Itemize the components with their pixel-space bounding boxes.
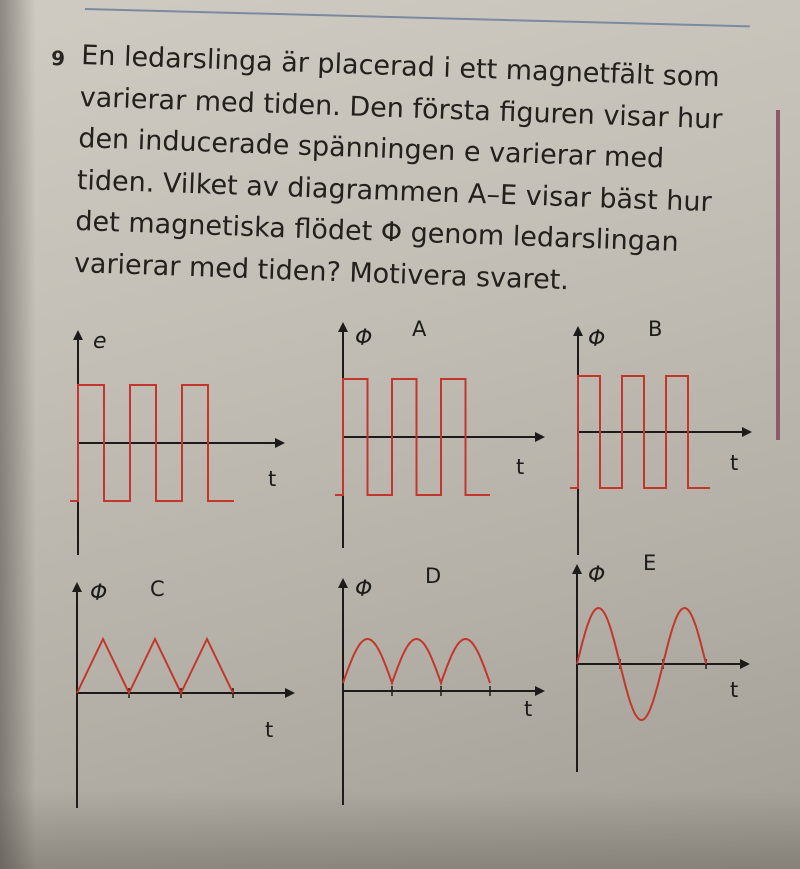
t-axis-label: t xyxy=(265,718,274,742)
diagram-e-reference xyxy=(70,329,285,555)
y-axis-arrow xyxy=(73,330,83,340)
y-axis-arrow xyxy=(72,582,82,592)
diagram-B xyxy=(570,317,752,555)
y-axis-label: Φ xyxy=(588,563,606,588)
triangle-curve xyxy=(77,639,233,693)
question-line: varierar med tiden? Motivera svaret. xyxy=(73,247,570,296)
t-axis-label: t xyxy=(268,467,277,491)
question-line: det magnetiska flödet Φ genom ledarslingan xyxy=(74,205,680,258)
t-axis-arrow xyxy=(285,688,295,698)
question-line: En ledarslinga är placerad i ett magnetfält som xyxy=(80,40,721,94)
diagram-letter: A xyxy=(412,317,427,341)
diagram-letter: E xyxy=(643,551,657,575)
diagram-A xyxy=(335,317,545,548)
t-axis-arrow xyxy=(740,659,750,669)
diagram-letter: D xyxy=(425,564,442,588)
question-line: varierar med tiden. Den första figuren visar hur xyxy=(79,81,723,135)
y-axis-label: Φ xyxy=(90,581,108,606)
diagram-letter: C xyxy=(150,577,165,601)
y-axis-arrow xyxy=(338,578,348,588)
y-axis-label: Φ xyxy=(355,577,373,602)
diagram-C xyxy=(72,577,295,808)
y-axis-label: Φ xyxy=(588,327,606,352)
y-axis-arrow xyxy=(338,322,348,332)
t-axis-label: t xyxy=(516,455,525,479)
t-axis-arrow xyxy=(535,686,545,696)
y-axis-arrow xyxy=(573,326,583,336)
arches-curve xyxy=(343,639,490,683)
y-axis-arrow xyxy=(572,564,582,574)
t-axis-arrow xyxy=(535,432,545,442)
t-axis-arrow xyxy=(275,438,285,448)
y-axis-label: Φ xyxy=(355,326,373,351)
t-axis-label: t xyxy=(524,697,533,721)
y-axis-label: e xyxy=(93,329,107,354)
diagram-D xyxy=(338,564,545,805)
t-axis-arrow xyxy=(742,427,752,437)
question-line: den inducerade spänningen e varierar med xyxy=(77,122,665,175)
diagram-E xyxy=(572,551,750,772)
t-axis-label: t xyxy=(730,451,739,475)
t-axis-label: t xyxy=(730,678,739,702)
page-bottom-shade xyxy=(0,790,800,869)
diagram-letter: B xyxy=(648,317,663,341)
question-number: 9 xyxy=(50,45,66,71)
question-line: tiden. Vilket av diagrammen A–E visar bäst hur xyxy=(76,164,713,218)
